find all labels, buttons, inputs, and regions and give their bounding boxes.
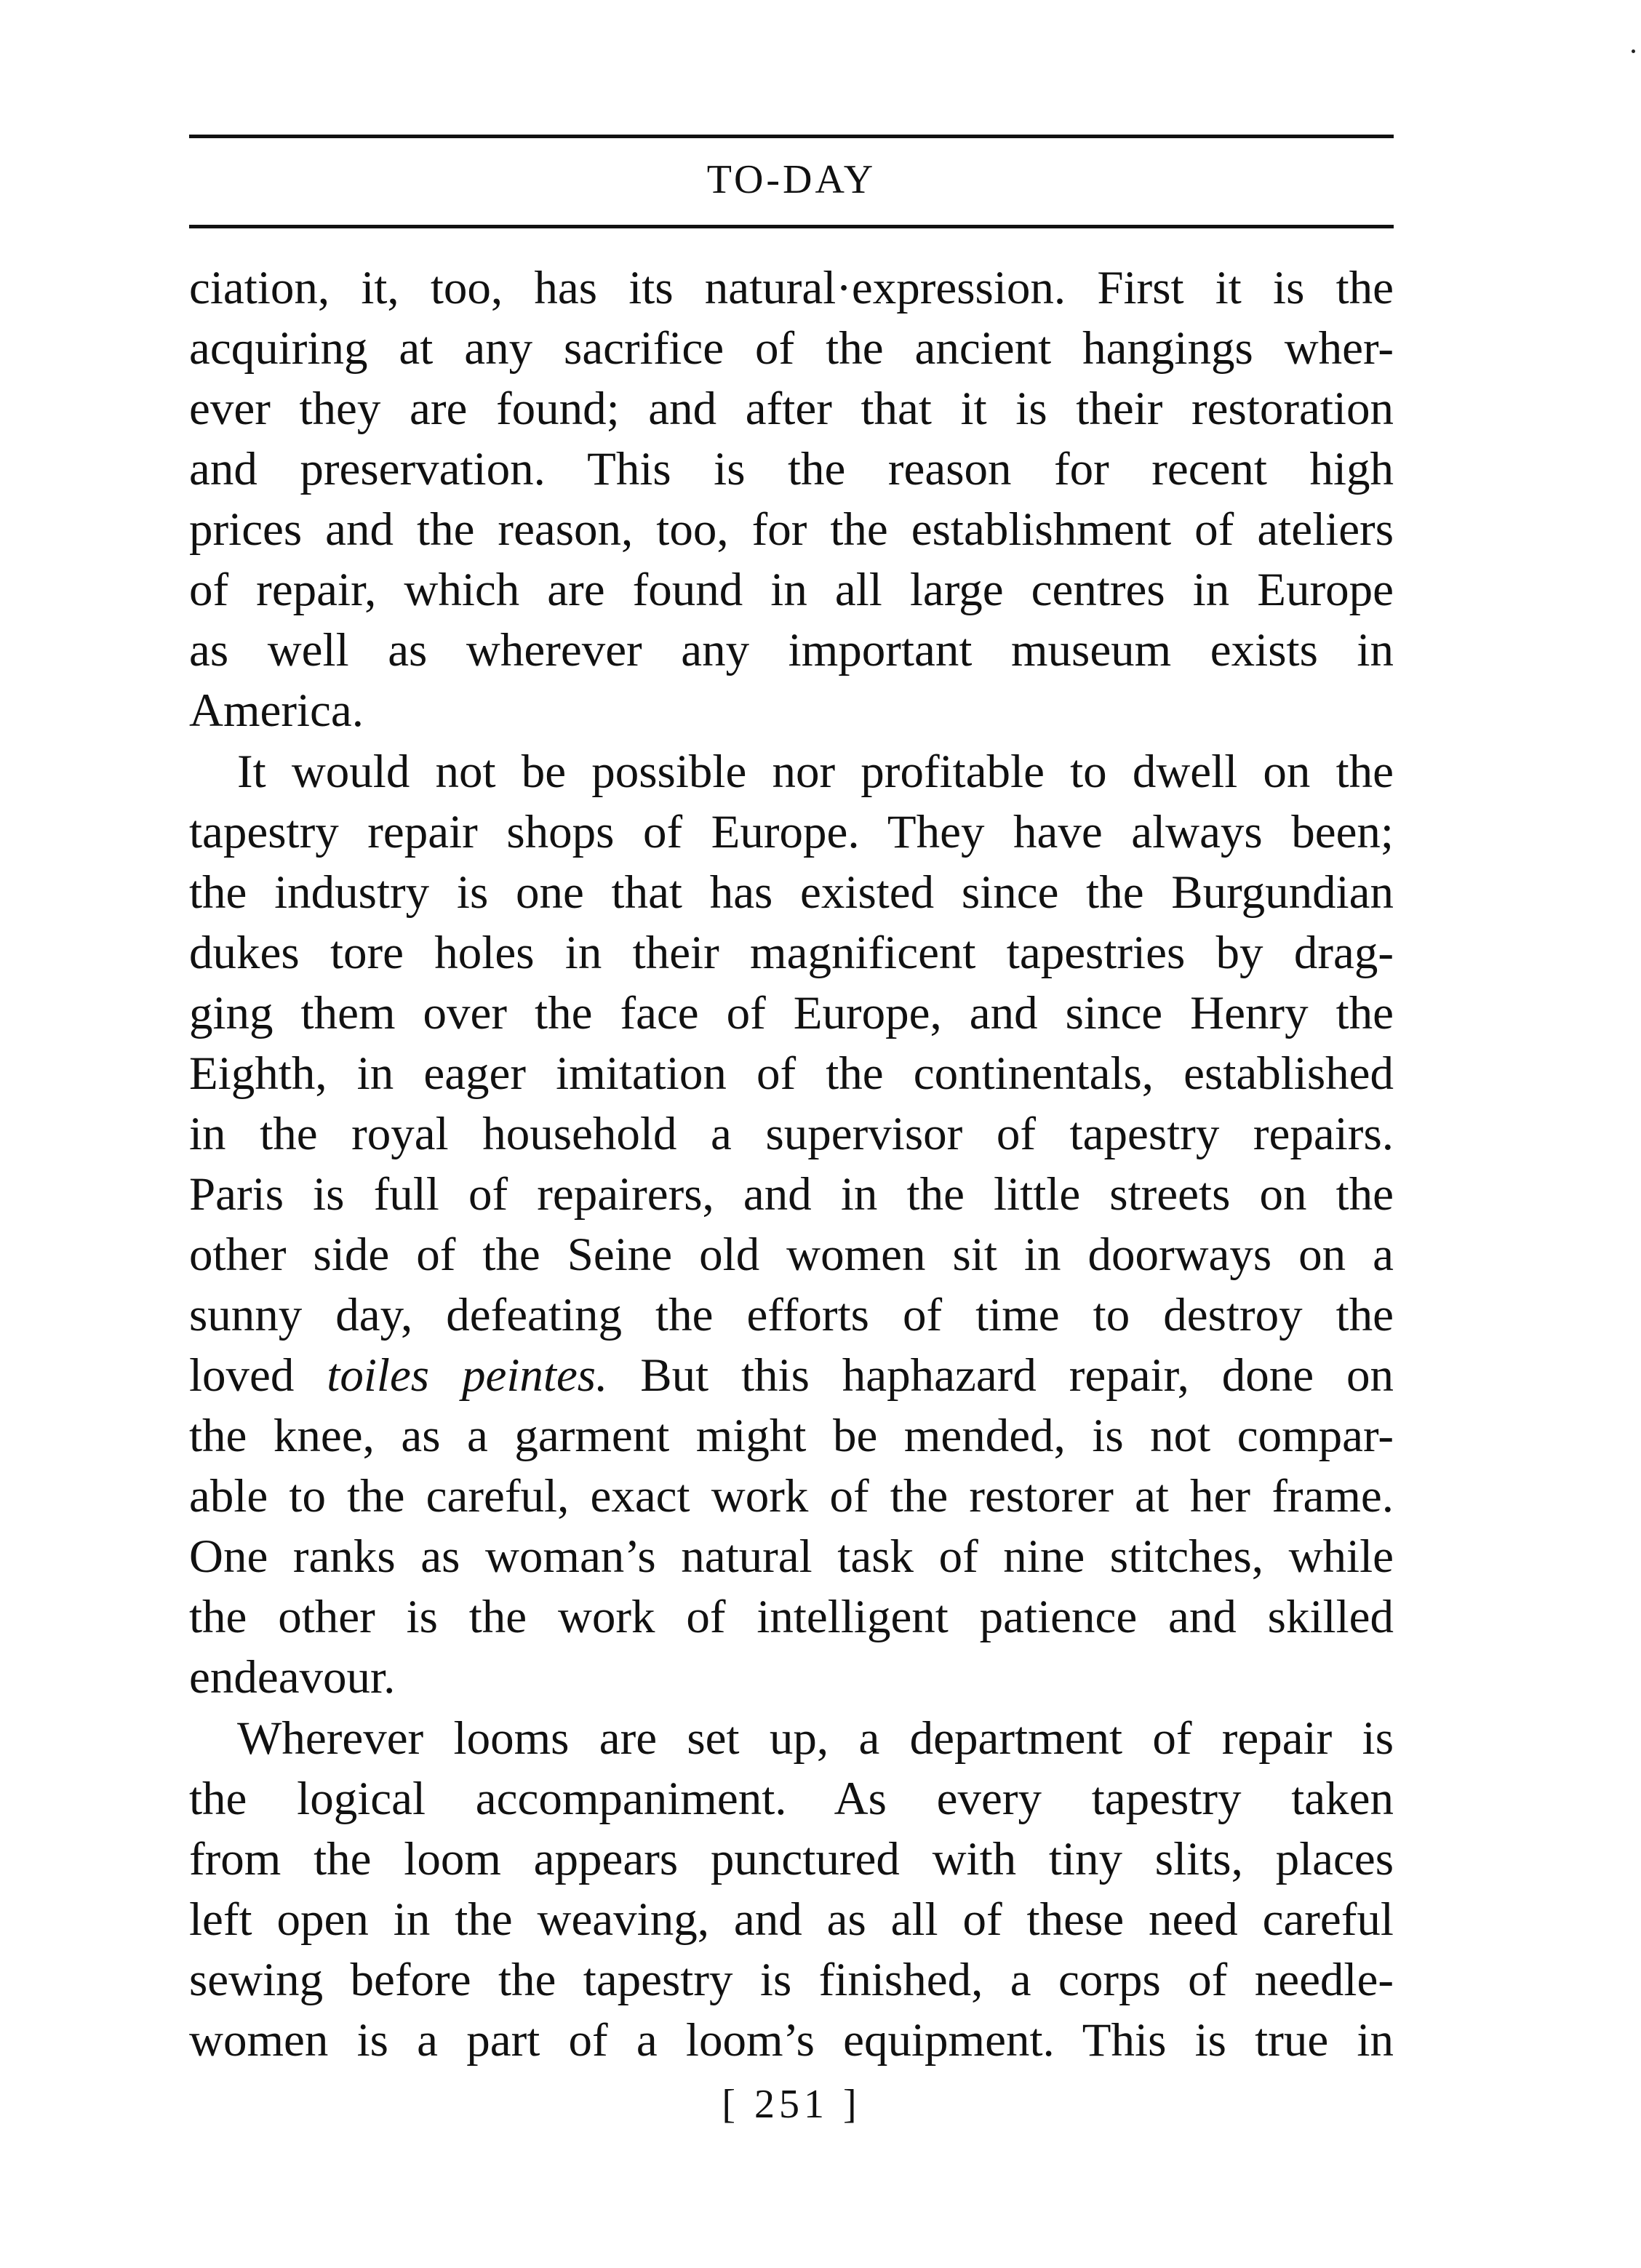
header-rule-top <box>189 135 1394 138</box>
paragraph-2 <box>189 742 1394 1708</box>
text-line: Wherever looms are set up, a department of repair is <box>237 1712 1394 1765</box>
page-number: [ 251 ] <box>722 2082 861 2127</box>
text-line: Paris is full of repairers, and in the little streets on the <box>189 1168 1394 1221</box>
text-line: from the loom appears punctured with tiny slits, places <box>189 1833 1394 1885</box>
text-line: in the royal household a supervisor of tapestry repairs. <box>189 1108 1394 1160</box>
text-line: the knee, as a garment might be mended, is not compar- <box>189 1410 1394 1462</box>
text-line: able to the careful, exact work of the restorer at her frame. <box>189 1470 1394 1522</box>
text-line: of repair, which are found in all large centres in Europe <box>189 564 1394 616</box>
italic-phrase-toiles-peintes: toiles peintes. <box>327 1349 608 1402</box>
text-line: prices and the reason, too, for the establishment of ateliers <box>189 503 1394 556</box>
text-line: ging them over the face of Europe, and since Henry the <box>189 987 1394 1039</box>
text-run: But this haphazard repair, done on <box>607 1349 1394 1402</box>
text-line: One ranks as woman’s natural task of nine stitches, while <box>189 1530 1394 1583</box>
text-line-with-italic <box>189 1346 1394 1406</box>
text-line: endeavour. <box>189 1651 396 1704</box>
text-line: tapestry repair shops of Europe. They have always been; <box>189 806 1394 858</box>
text-line: as well as wherever any important museum exists in <box>189 624 1394 676</box>
text-line: sunny day, defeating the efforts of time to destroy the <box>189 1289 1394 1341</box>
text-run: loved <box>189 1349 327 1402</box>
text-line: ever they are found; and after that it is their restoration <box>189 383 1394 435</box>
text-line: America. <box>189 684 364 737</box>
text-line: Eighth, in eager imitation of the continentals, established <box>189 1047 1394 1100</box>
text-line: the industry is one that has existed since the Burgundian <box>189 866 1394 919</box>
text-line: women is a part of a loom’s equipment. This is true in <box>189 2014 1394 2067</box>
text-line: It would not be possible nor profitable to dwell on the <box>237 746 1394 798</box>
running-head: TO-DAY <box>706 157 877 202</box>
text-line: sewing before the tapestry is finished, a corps of needle- <box>189 1954 1394 2006</box>
paragraph-1 <box>189 258 1394 741</box>
header-rule-bottom <box>189 225 1394 228</box>
text-line: the logical accompaniment. As every tapestry taken <box>189 1773 1394 1825</box>
text-line: and preservation. This is the reason for recent high <box>189 443 1394 495</box>
stray-print-mark <box>1632 49 1635 53</box>
body-text <box>189 258 1394 2071</box>
paragraph-3 <box>189 1709 1394 2071</box>
text-line: the other is the work of intelligent patience and skilled <box>189 1591 1394 1643</box>
text-line: left open in the weaving, and as all of these need careful <box>189 1893 1394 1946</box>
text-line: ciation, it, too, has its natural·expression. First it is the <box>189 262 1394 314</box>
text-line: dukes tore holes in their magnificent tapestries by drag- <box>189 927 1394 979</box>
text-line: acquiring at any sacrifice of the ancient hangings wher- <box>189 322 1394 375</box>
text-line: other side of the Seine old women sit in doorways on a <box>189 1229 1394 1281</box>
